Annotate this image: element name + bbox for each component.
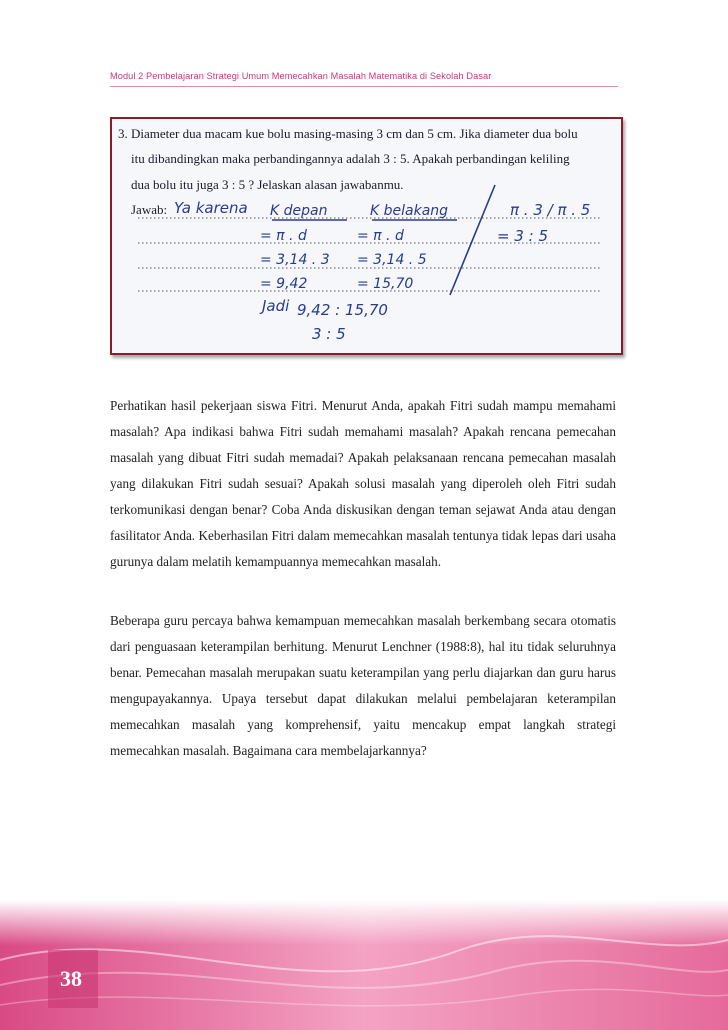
handwritten-intro: Ya karena [174, 199, 248, 217]
scan-canvas [112, 119, 621, 353]
answer-label: Jawab: [131, 202, 168, 217]
handwritten-col1-row1: = π . d [260, 228, 307, 244]
handwritten-col1-row2: = 3,14 . 3 [260, 252, 330, 268]
handwritten-col1-head: K depan [270, 203, 328, 219]
handwritten-divider [450, 185, 495, 295]
student-work-scan [110, 117, 623, 355]
footer-decoration [0, 900, 728, 1030]
header-rule [110, 86, 618, 87]
handwritten-col2-head: K belakang [370, 203, 449, 219]
handwritten-col1-row3: = 9,42 [260, 276, 308, 292]
question-line-2: itu dibandingkan maka perbandingannya adalah 3 : 5. Apakah perbandingan keliling [131, 151, 570, 166]
handwritten-col2-row3: = 15,70 [357, 276, 414, 292]
paragraph-1: Perhatikan hasil pekerjaan siswa Fitri. Menurut Anda, apakah Fitri sudah mampu memahami masalah? Apa indikasi bahwa Fitri sudah memahami masalah? Apakah rencana pemecahan masalah yang dibuat Fitri sudah memadai? Apakah pelaksanaan rencana pemecahan masalah yang dilakukan Fitri sudah sesuai? Apakah solusi masalah yang diperoleh oleh Fitri sudah terkomunikasi dengan benar? Coba Anda diskusikan dengan teman sejawat Anda atau dengan fasilitator Anda. Keberhasilan Fitri dalam memecahkan masalah tentunya tidak lepas dari usaha gurunya dalam melatih kemampuannya memecahkan masalah. [110, 398, 616, 569]
paragraph-2: Beberapa guru percaya bahwa kemampuan memecahkan masalah berkembang secara otomatis dari penguasaan keterampilan berhitung. Menurut Lenchner (1988:8), hal itu tidak seluruhnya benar. Pemecahan masalah merupakan suatu keterampilan yang perlu diajarkan dan guru harus mengupayakannya. Upaya tersebut dapat dilakukan melalui pembelajaran keterampilan memecahkan masalah yang komprehensif, yaitu mencakup empat langkah strategi memecahkan masalah. Bagaimana cara membelajarkannya? [110, 613, 616, 758]
handwritten-col2-row1: = π . d [357, 228, 404, 244]
handwritten-conclusion-label: Jadi [262, 297, 290, 315]
handwritten-side-top: π . 3 / π . 5 [510, 201, 591, 219]
running-header: Modul 2 Pembelajaran Strategi Umum Memecahkan Masalah Matematika di Sekolah Dasar [110, 71, 492, 81]
handwritten-col2-row2: = 3,14 . 5 [357, 252, 427, 268]
handwritten-side-bottom: = 3 : 5 [497, 227, 549, 245]
page-number: 38 [60, 966, 82, 991]
handwritten-conclusion-row1: 9,42 : 15,70 [297, 301, 388, 319]
question-line-1: 3. Diameter dua macam kue bolu masing-masing 3 cm dan 5 cm. Jika diameter dua bolu [118, 126, 578, 141]
question-line-3: dua bolu itu juga 3 : 5 ? Jelaskan alasan jawabanmu. [131, 177, 404, 192]
handwritten-conclusion-row2: 3 : 5 [312, 325, 346, 343]
